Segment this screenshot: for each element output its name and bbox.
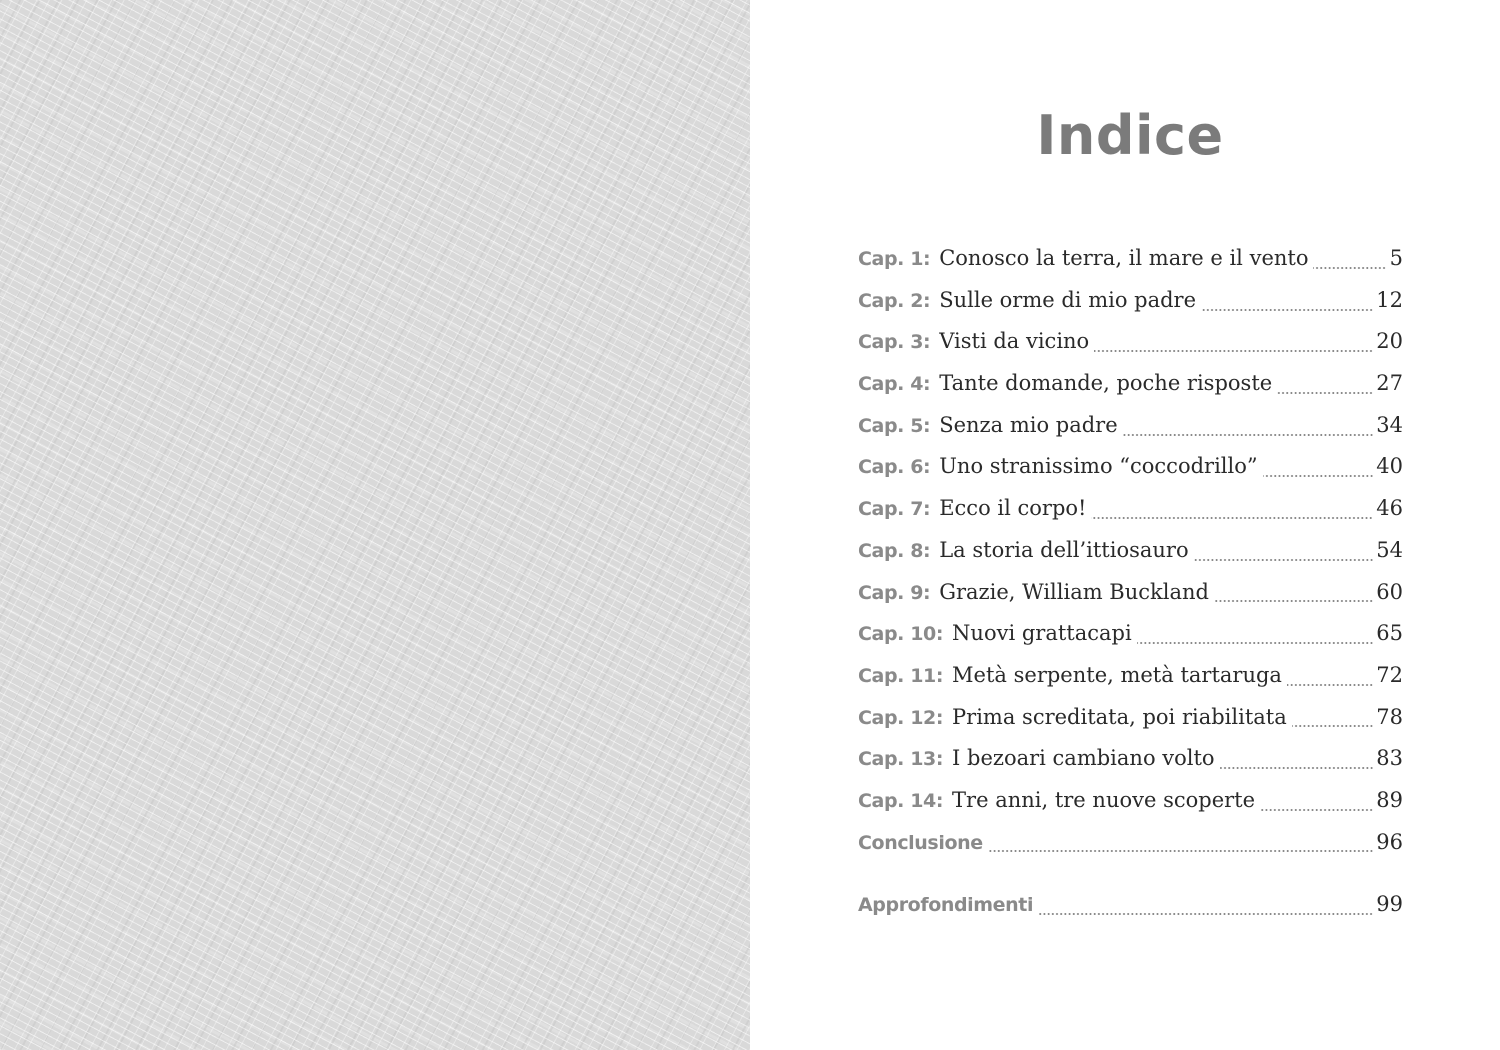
toc-entry-title: Prima screditata, poi riabilitata [952,704,1287,729]
dot-leader [988,850,1374,852]
toc-entry-page-number: 12 [1376,287,1403,312]
toc-entry-label: Cap. 1: [858,248,931,270]
dot-leader [1313,267,1386,269]
toc-entry-title: La storia dell’ittiosauro [939,537,1189,562]
page-title: Indice [1036,104,1224,167]
toc-entry-label: Conclusione [858,831,983,854]
toc-entry-label: Cap. 2: [858,289,931,312]
toc-entry-page-number: 78 [1376,704,1403,729]
dot-leader [1194,559,1374,561]
toc-entry-cap-2[interactable] [858,280,1403,322]
toc-entry-label: Cap. 11: [858,664,944,687]
toc-entry-label: Cap. 8: [858,539,931,562]
toc-entry-label: Cap. 14: [858,789,944,812]
toc-entry-label: Cap. 4: [858,373,931,396]
dot-leader [1038,913,1373,915]
toc-entry-cap-7[interactable] [858,488,1403,530]
dot-leader [1277,392,1373,394]
toc-entry-page-number: 96 [1376,829,1403,854]
toc-entry-cap-11[interactable] [858,655,1403,697]
toc-entry-page-number: 40 [1376,454,1403,479]
toc-entry-page-number: 89 [1376,787,1403,812]
toc-entry-page-number: 72 [1376,662,1403,687]
toc-entry-title: Uno stranissimo “coccodrillo” [939,454,1258,479]
dot-leader [1094,350,1373,352]
toc-entry-label: Cap. 13: [858,748,944,771]
toc-entry-title: Sulle orme di mio padre [939,287,1197,312]
toc-entry-cap-12[interactable] [858,697,1403,739]
dot-leader [1137,642,1374,644]
toc-entry-page-number: 83 [1376,746,1403,771]
toc-entry-page-number: 60 [1376,579,1403,604]
toc-entry-title: Metà serpente, metà tartaruga [952,662,1282,687]
toc-entry-page-number: 34 [1376,412,1403,437]
toc-entry-title: Nuovi grattacapi [952,621,1132,646]
toc-entry-title: Senza mio padre [939,412,1118,437]
dot-leader [1220,767,1374,769]
toc-entry-label: Cap. 7: [858,498,931,521]
toc-entry-title: Grazie, William Buckland [939,579,1209,604]
dot-leader [1201,309,1373,311]
toc-entry-title: Ecco il corpo! [939,496,1087,521]
toc-entry-label: Approfondimenti [858,893,1034,916]
toc-entry-page-number: 27 [1376,371,1403,396]
toc-entry-cap-1[interactable] [858,238,1403,280]
toc-entry-label: Cap. 5: [858,414,931,437]
toc-entry-page-number: 54 [1376,537,1403,562]
dot-leader [1292,725,1374,727]
dot-leader [1263,475,1374,477]
dot-leader [1260,809,1373,811]
dot-leader [1091,517,1373,519]
dot-leader [1123,434,1374,436]
toc-entry-label: Cap. 12: [858,706,944,729]
toc-entry-approfondimenti[interactable] [858,884,1403,926]
toc-entry-title: Tante domande, poche risposte [939,371,1273,396]
toc-entry-page-number: 20 [1376,329,1403,354]
toc-entry-cap-3[interactable] [858,321,1403,363]
dot-leader [1287,684,1373,686]
toc-entry-cap-13[interactable] [858,738,1403,780]
toc-entry-cap-10[interactable] [858,613,1403,655]
toc-entry-page-number: 99 [1376,891,1403,916]
toc-entry-label: Cap. 10: [858,623,944,646]
toc-entry-cap-9[interactable] [858,572,1403,614]
toc-entry-cap-14[interactable] [858,780,1403,822]
table-of-contents-page [750,0,1500,1050]
toc-entry-cap-4[interactable] [858,363,1403,405]
toc-entry-page-number: 5 [1389,246,1403,270]
toc-list [858,238,1403,926]
toc-entry-label: Cap. 9: [858,581,931,604]
toc-entry-conclusione[interactable] [858,822,1403,864]
toc-entry-page-number: 65 [1376,621,1403,646]
toc-entry-title: I bezoari cambiano volto [952,746,1215,771]
toc-entry-title: Conosco la terra, il mare e il vento [939,246,1309,270]
toc-entry-cap-6[interactable] [858,446,1403,488]
toc-entry-page-number: 46 [1376,496,1403,521]
toc-entry-title: Tre anni, tre nuove scoperte [952,787,1256,812]
toc-entry-label: Cap. 6: [858,456,931,479]
toc-entry-title: Visti da vicino [939,329,1090,354]
toc-entry-cap-8[interactable] [858,530,1403,572]
dot-leader [1214,600,1373,602]
toc-entry-label: Cap. 3: [858,331,931,354]
toc-entry-cap-5[interactable] [858,405,1403,447]
